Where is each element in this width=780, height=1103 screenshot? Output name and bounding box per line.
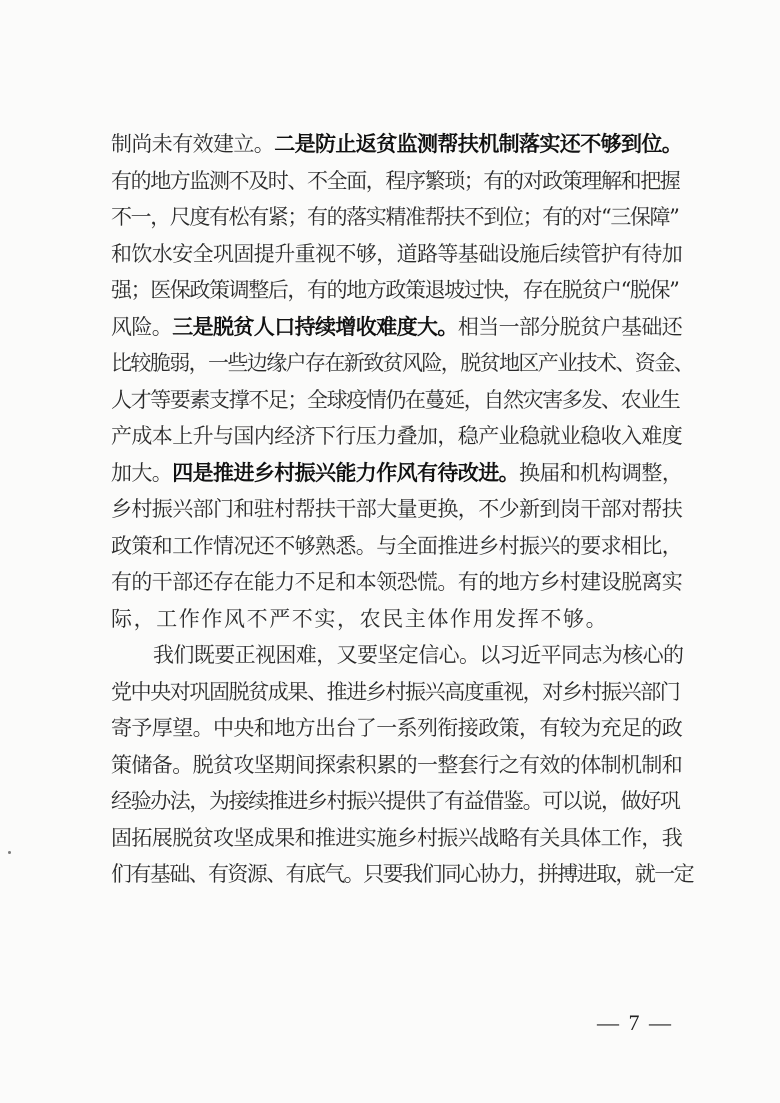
body-text-run: 有的地方监测不及时、不全面，程序繁琐；有的对政策理解和把握 <box>111 168 680 193</box>
scan-artifact <box>8 851 11 854</box>
text-line <box>111 564 681 601</box>
text-line <box>111 637 684 674</box>
body-text-run: 加大。 <box>111 460 173 485</box>
body-text-run: 制尚未有效建立。 <box>111 132 275 156</box>
bold-heading-text: 四是推进乡村振兴能力作风有待改进。 <box>172 459 520 485</box>
text-line <box>111 747 681 784</box>
body-text-run: 我们既要正视困难，又要坚定信心。以习近平同志为核心的 <box>153 643 684 667</box>
body-text-run: 换届和机构调整， <box>519 460 683 485</box>
body-text-run: 强；医保政策调整后，有的地方政策退坡过快，存在脱贫户“脱保” <box>111 278 679 302</box>
body-text-run: 寄予厚望。中央和地方出台了一系列衔接政策，有较为充足的政 <box>111 716 683 740</box>
body-text-run: 固拓展脱贫攻坚成果和推进实施乡村振兴战略有关具体工作，我 <box>111 825 683 850</box>
text-line <box>111 491 681 528</box>
body-text-run: 们有基础、有资源、有底气。只要我们同心协力，拼搏进取，就一定 <box>111 862 693 886</box>
text-line <box>111 455 681 492</box>
body-text-run: 产成本上升与国内经济下行压力叠加，稳产业稳就业稳收入难度 <box>111 424 683 448</box>
body-text-run: 风险。 <box>111 314 173 339</box>
text-line <box>111 126 681 163</box>
bold-heading-text: 二是防止返贫监测帮扶机制落实还不够到位。 <box>274 131 683 156</box>
bold-heading-text: 三是脱贫人口持续增收难度大。 <box>172 313 458 339</box>
text-line <box>111 272 681 309</box>
text-line <box>111 856 693 893</box>
body-text-run: 际，工作作风不严不实，农民主体作用发挥不够。 <box>111 606 609 631</box>
body-text-run: 有的干部还存在能力不足和本领恐慌。有的地方乡村建设脱离实 <box>111 570 683 594</box>
body-text-run: 人才等要素支撑不足；全球疫情仍在蔓延，自然灾害多发、农业生 <box>111 387 680 412</box>
text-line <box>111 528 681 565</box>
text-line <box>111 199 681 236</box>
text-line <box>111 674 681 711</box>
text-line <box>111 601 681 638</box>
text-line <box>111 236 681 273</box>
body-text <box>111 126 693 893</box>
text-line <box>111 345 693 382</box>
body-text-run: 比较脆弱，一些边缘户存在新致贫风险，脱贫地区产业技术、资金、 <box>111 351 693 375</box>
body-text-run: 党中央对巩固脱贫成果、推进乡村振兴高度重视，对乡村振兴部门 <box>111 679 680 704</box>
body-text-run: 不一，尺度有松有紧；有的落实精准帮扶不到位；有的对“三保障” <box>111 205 679 229</box>
text-line <box>111 309 681 346</box>
body-text-run: 乡村振兴部门和驻村帮扶干部大量更换，不少新到岗干部对帮扶 <box>111 497 683 521</box>
text-line <box>111 783 681 820</box>
body-text-run: 政策和工作情况还不够熟悉。与全面推进乡村振兴的要求相比， <box>111 533 683 558</box>
body-text-run: 相当一部分脱贫户基础还 <box>457 314 683 339</box>
text-line <box>111 163 681 200</box>
text-line <box>111 820 681 857</box>
page-number: — 7 — <box>597 1010 673 1035</box>
body-text-run: 经验办法，为接续推进乡村振兴提供了有益借鉴。可以说，做好巩 <box>111 789 680 813</box>
text-line <box>111 382 681 419</box>
body-text-run: 和饮水安全巩固提升重视不够，道路等基础设施后续管护有待加 <box>111 241 683 266</box>
body-text-run: 策储备。脱贫攻坚期间探索积累的一整套行之有效的体制机制和 <box>111 752 683 777</box>
text-line <box>111 418 681 455</box>
text-line <box>111 710 681 747</box>
